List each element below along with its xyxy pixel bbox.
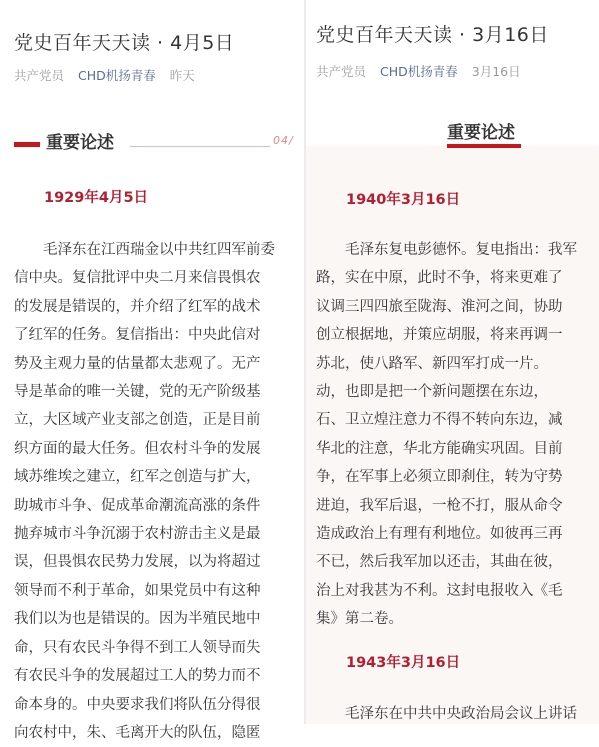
article-paragraph — [316, 700, 577, 728]
section-number: 04/ — [273, 134, 294, 147]
paragraph-line: 导是革命的唯一关键，党的无产阶级基 — [14, 384, 261, 401]
article-paragraph — [14, 236, 275, 747]
paragraph-line: 创立根据地，并策应胡服，将来再调一 — [316, 327, 563, 344]
paragraph-line: 毛泽东复电彭德怀。复电指出：我军 — [316, 242, 577, 258]
paragraph-line: 苏北，使八路军、新四军打成一片。 — [316, 355, 548, 372]
article-title: 党史百年天天读 · 4月5日 — [14, 32, 235, 54]
paragraph-line: 我们以为也是错误的。因为半殖民地中 — [14, 611, 261, 628]
entry-date: 1929年4月5日 — [44, 190, 149, 206]
paragraph-line: 石、卫立煌注意力不得不转向东边，减 — [316, 412, 563, 429]
section-title: 重要论述 — [447, 123, 515, 143]
section-accent-bar — [14, 142, 40, 147]
paragraph-line: 不已，然后我军加以还击，其曲在彼， — [316, 554, 563, 571]
account-link[interactable]: CHD机扬青春 — [78, 68, 156, 83]
right-article-panel — [306, 0, 599, 724]
article-paragraph — [316, 236, 577, 634]
paragraph-line: 域苏维埃之建立，红军之创造与扩大， — [14, 469, 261, 486]
section-title: 重要论述 — [46, 133, 114, 153]
article-title: 党史百年天天读 · 3月16日 — [316, 24, 549, 46]
paragraph-line: 毛泽东在江西瑞金以中共红四军前委 — [14, 242, 275, 258]
publish-time: 3月16日 — [471, 64, 521, 79]
paragraph-line: 织方面的最大任务。但农村斗争的发展 — [14, 440, 261, 457]
paragraph-line: 进迫，我军后退，一枪不打，服从命令 — [316, 497, 563, 514]
paragraph-line: 立，大区域产业支部之创造，正是目前 — [14, 412, 261, 429]
entry-date: 1943年3月16日 — [346, 655, 461, 671]
paragraph-line: 抛弃城市斗争沉溺于农村游击主义是最 — [14, 526, 261, 543]
paragraph-line: 势及主观力量的估量都太悲观了。无产 — [14, 355, 261, 372]
paragraph-line: 治上对我甚为不利。这封电报收入《毛 — [316, 582, 563, 599]
publish-time: 昨天 — [169, 68, 195, 83]
paragraph-line: 领导而不利于革命，如果党员中有这种 — [14, 582, 261, 599]
section-divider — [130, 146, 270, 147]
paragraph-line: 有农民斗争的发展超过工人的势力而不 — [14, 668, 261, 685]
paragraph-line: 造成政治上有理有利地位。如彼再三再 — [316, 526, 563, 543]
paragraph-line: 信中央。复信批评中央二月来信畏惧农 — [14, 270, 261, 287]
paragraph-line: 议调三四四旅至陇海、淮河之间，协助 — [316, 298, 563, 315]
paragraph-line: 争，在军事上必须立即刹住，转为守势 — [316, 469, 563, 486]
section-accent-bar — [447, 144, 521, 148]
paragraph-line: 了红军的任务。复信指出：中央此信对 — [14, 327, 261, 344]
author-label: 共产党员 — [316, 64, 367, 79]
paragraph-line: 向农村中，朱、毛离开大的队伍，隐匿 — [14, 724, 261, 741]
paragraph-line: 助城市斗争、促成革命潮流高涨的条件 — [14, 497, 261, 514]
account-link[interactable]: CHD机扬青春 — [380, 64, 458, 79]
paragraph-line: 毛泽东在中共中央政治局会议上讲话 — [316, 706, 577, 722]
paragraph-line: 的发展是错误的，并介绍了红军的战术 — [14, 298, 261, 315]
author-label: 共产党员 — [14, 68, 65, 83]
paragraph-line: 命，只有农民斗争得不到工人领导而失 — [14, 639, 261, 656]
article-meta — [14, 66, 205, 84]
paragraph-line: 命本身的。中央要求我们将队伍分得很 — [14, 696, 261, 713]
paragraph-line: 误，但畏惧农民势力发展，以为将超过 — [14, 554, 261, 571]
paragraph-line: 动，也即是把一个新问题摆在东边， — [316, 384, 548, 401]
entry-date: 1940年3月16日 — [346, 192, 461, 208]
paragraph-line: 华北的注意，华北方能确实巩固。目前 — [316, 440, 563, 457]
paragraph-line: 集》第二卷。 — [316, 611, 403, 628]
article-meta — [316, 62, 531, 80]
paragraph-line: 路，实在中原，此时不争，将来更难了 — [316, 270, 563, 287]
